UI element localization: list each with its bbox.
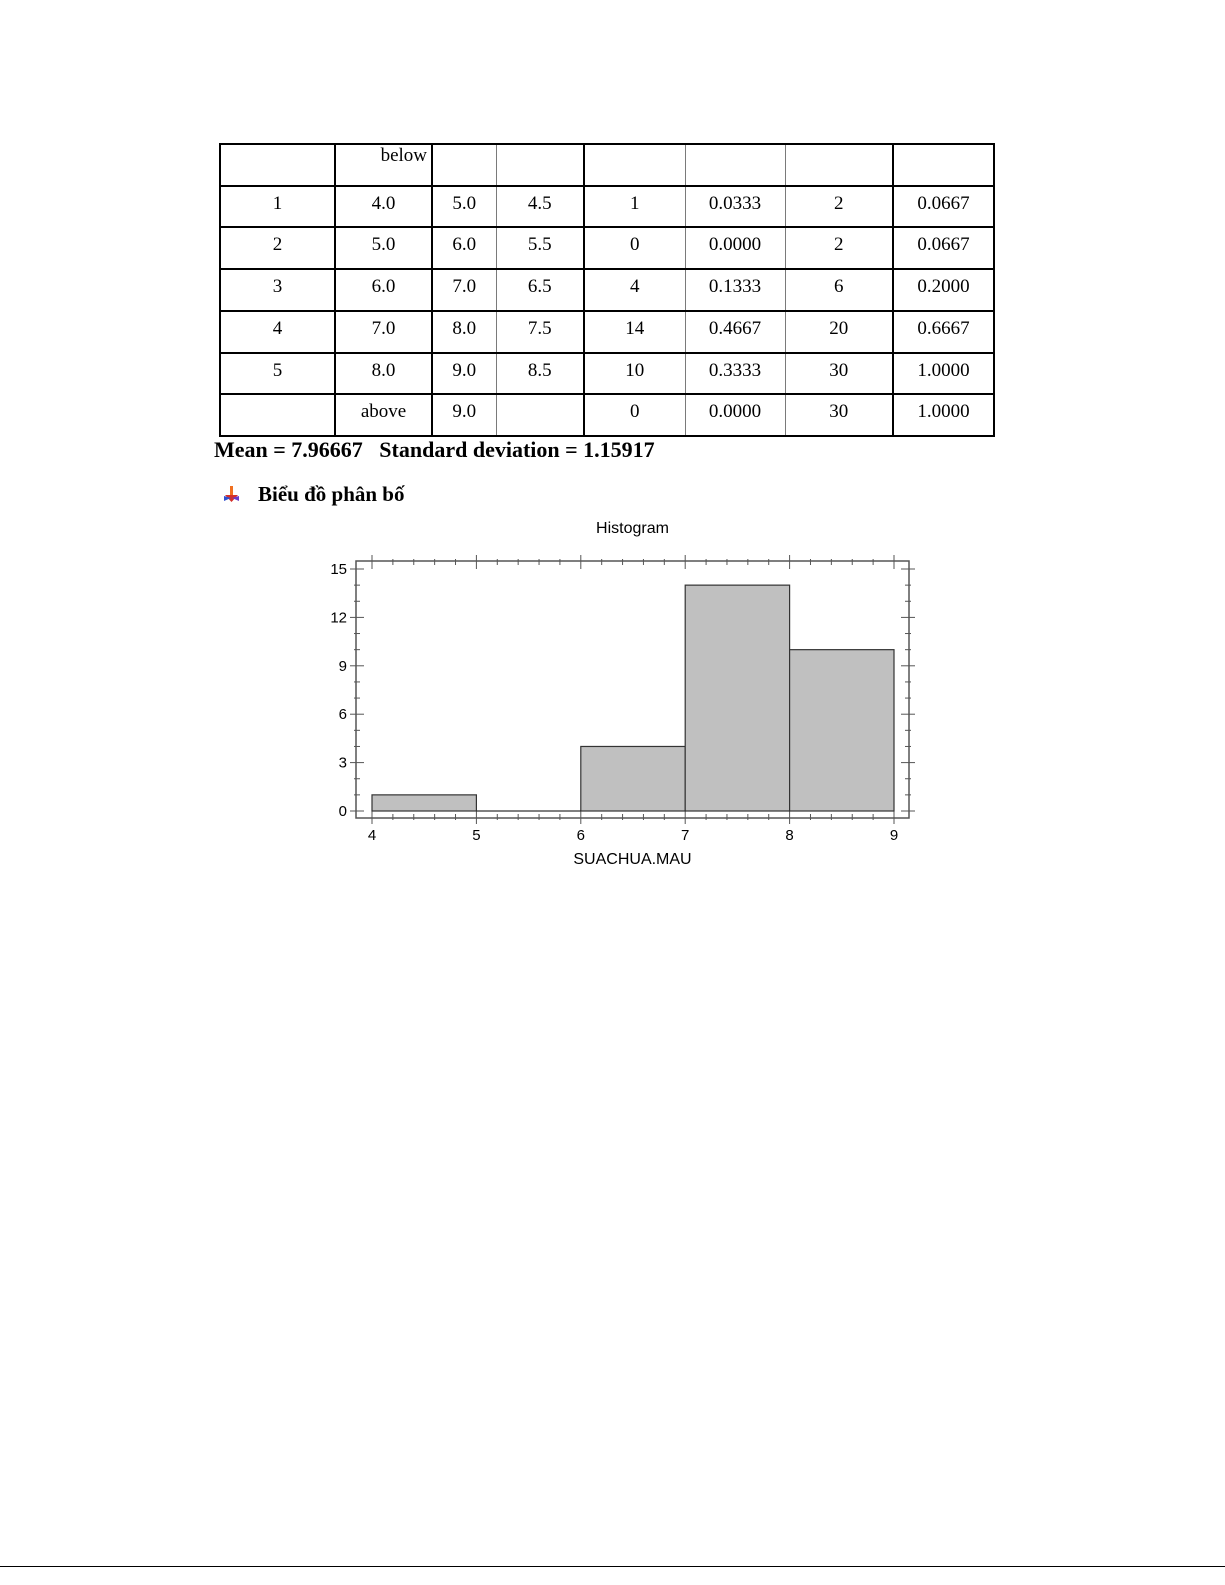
- table-cell: 9.0: [432, 394, 496, 436]
- table-cell: [220, 144, 335, 186]
- table-cell: 0.0000: [685, 227, 785, 269]
- histogram-bar: [372, 795, 476, 811]
- x-axis-label: SUACHUA.MAU: [573, 851, 692, 868]
- table-row: [220, 227, 994, 269]
- summary-statistics: Mean = 7.96667 Standard deviation = 1.15917: [214, 437, 655, 462]
- table-cell: 1: [584, 186, 685, 228]
- table-row: [220, 186, 994, 228]
- table-cell: 5.0: [432, 186, 496, 228]
- table-cell: 2: [220, 227, 335, 269]
- table-cell: 14: [584, 311, 685, 353]
- table-cell: [685, 144, 785, 186]
- x-tick-label: 9: [889, 827, 899, 844]
- chart-title: Histogram: [596, 520, 669, 537]
- table-cell: [496, 394, 584, 436]
- table-cell: 7.0: [335, 311, 432, 353]
- table-cell: [785, 144, 893, 186]
- table-cell: 6.0: [432, 227, 496, 269]
- table-cell: 10: [584, 353, 685, 395]
- table-cell: 5.5: [496, 227, 584, 269]
- table-cell: 8.5: [496, 353, 584, 395]
- table-cell: 30: [785, 353, 893, 395]
- table-row: [220, 353, 994, 395]
- table-cell: 0.4667: [685, 311, 785, 353]
- section-heading: [222, 480, 405, 508]
- table-cell: [220, 394, 335, 436]
- table-cell: 8.0: [432, 311, 496, 353]
- y-tick-label: 9: [338, 657, 347, 675]
- table-cell: 4.0: [335, 186, 432, 228]
- x-tick-label: 4: [367, 827, 377, 844]
- table-cell: 7.0: [432, 269, 496, 311]
- table-cell: 2: [785, 227, 893, 269]
- table-cell: [893, 144, 994, 186]
- y-tick-label: 12: [330, 609, 347, 627]
- y-tick-label: 6: [338, 706, 347, 724]
- table-row: [220, 311, 994, 353]
- table-cell: 0.0333: [685, 186, 785, 228]
- table-cell: 6.0: [335, 269, 432, 311]
- table-cell: 20: [785, 311, 893, 353]
- table-cell: 1.0000: [893, 394, 994, 436]
- table-cell: 1.0000: [893, 353, 994, 395]
- table-cell: 7.5: [496, 311, 584, 353]
- table-cell: 0.0667: [893, 227, 994, 269]
- table-cell: [584, 144, 685, 186]
- table-row: [220, 144, 994, 186]
- table-cell: 0.3333: [685, 353, 785, 395]
- table-cell: 0.0667: [893, 186, 994, 228]
- table-cell: 4.5: [496, 186, 584, 228]
- table-cell: 0.2000: [893, 269, 994, 311]
- table-cell: 3: [220, 269, 335, 311]
- frequency-table: [219, 143, 995, 437]
- table-row: [220, 269, 994, 311]
- table-cell: 30: [785, 394, 893, 436]
- histogram-bar: [581, 746, 685, 811]
- table-cell: 5: [220, 353, 335, 395]
- section-title: Biểu đồ phân bố: [258, 481, 405, 506]
- table-cell: 4: [220, 311, 335, 353]
- table-cell: [496, 144, 584, 186]
- table-cell: 0: [584, 227, 685, 269]
- y-tick-label: 15: [330, 561, 347, 578]
- table-cell: 8.0: [335, 353, 432, 395]
- histogram-bar: [790, 650, 894, 811]
- table-cell: 0.1333: [685, 269, 785, 311]
- page-divider: [0, 1566, 1225, 1567]
- colorful-arrow-icon: [222, 484, 242, 504]
- table-cell: 1: [220, 186, 335, 228]
- x-tick-label: 7: [681, 827, 690, 844]
- table-cell: 0.0000: [685, 394, 785, 436]
- table-cell: [432, 144, 496, 186]
- table-cell: 0: [584, 394, 685, 436]
- table-cell: 0.6667: [893, 311, 994, 353]
- table-cell: 4: [584, 269, 685, 311]
- histogram-bar: [685, 585, 789, 811]
- histogram-chart: [300, 510, 940, 880]
- table-cell: 9.0: [432, 353, 496, 395]
- table-cell: 5.0: [335, 227, 432, 269]
- x-tick-label: 8: [785, 827, 794, 844]
- table-cell: 6: [785, 269, 893, 311]
- x-tick-label: 6: [576, 827, 585, 844]
- table-cell: 2: [785, 186, 893, 228]
- table-cell: below: [335, 144, 432, 186]
- y-tick-label: 3: [338, 754, 347, 772]
- table-row: [220, 394, 994, 436]
- y-tick-label: 0: [338, 803, 347, 820]
- x-tick-label: 5: [472, 827, 481, 844]
- table-cell: 6.5: [496, 269, 584, 311]
- table-cell: above: [335, 394, 432, 436]
